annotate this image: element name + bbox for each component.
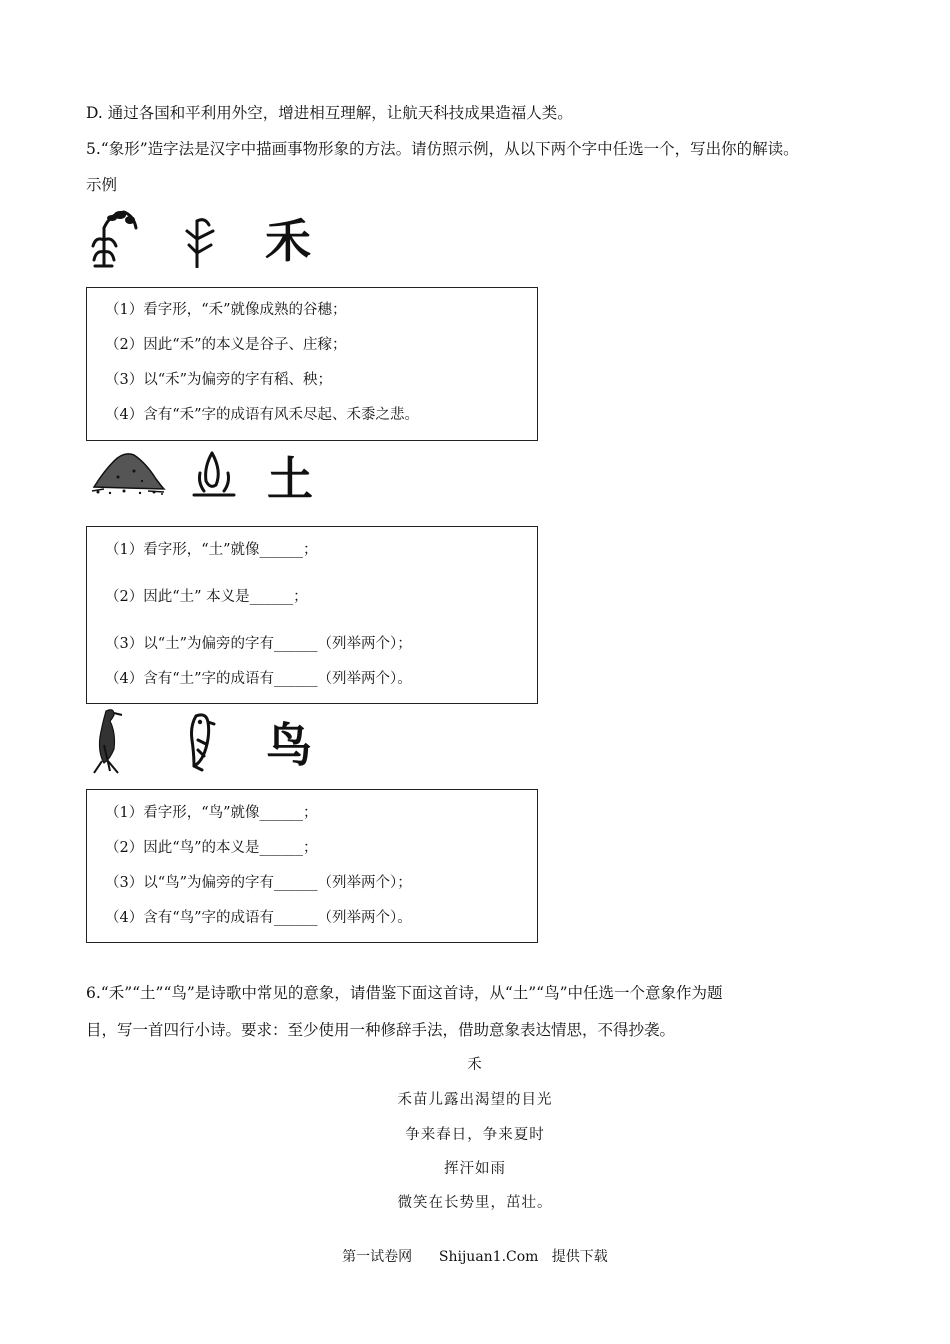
niao-item-3: （3）以“鸟”为偏旁的字有______（列举两个）；	[105, 875, 412, 891]
he-item-2: （2）因此“禾”的本义是谷子、庄稼；	[105, 337, 347, 353]
niao-modern-char: 鸟	[266, 718, 312, 772]
he-oracle-icon	[183, 213, 217, 268]
page-footer: 第一试卷网 Shijuan1.Com 提供下载	[342, 1249, 608, 1265]
q5-prompt: 5.“象形”造字法是汉字中描画事物形象的方法。请仿照示例，从以下两个字中任选一个，写出你的解读。	[86, 140, 799, 158]
tu-item-2: （2）因此“土” 本义是______；	[105, 589, 308, 605]
poem-line-2: 争来春日，争来夏时	[405, 1127, 545, 1143]
he-item-4: （4）含有“禾”字的成语有风禾尽起、禾黍之悲。	[105, 407, 420, 423]
tu-oracle-icon	[192, 447, 236, 499]
niao-item-4: （4）含有“鸟”字的成语有______（列举两个）。	[105, 910, 412, 926]
he-modern-char: 禾	[265, 214, 311, 268]
niao-item-1: （1）看字形，“鸟”就像______；	[105, 805, 318, 821]
he-item-3: （3）以“禾”为偏旁的字有稻、秧；	[105, 372, 333, 388]
niao-item-2: （2）因此“鸟”的本义是______；	[105, 840, 318, 856]
tu-pictograph-icon	[90, 447, 166, 497]
poem-line-4: 微笑在长势里，茁壮。	[397, 1195, 553, 1211]
example-label: 示例	[86, 176, 118, 194]
niao-oracle-icon	[184, 710, 218, 772]
tu-item-4: （4）含有“土”字的成语有______（列举两个）。	[105, 671, 412, 687]
poem-line-1: 禾苗儿露出渴望的目光	[397, 1092, 553, 1108]
he-pictograph-icon	[90, 206, 140, 268]
q6-line1: 6.“禾”“土”“鸟”是诗歌中常见的意象，请借鉴下面这首诗，从“土”“鸟”中任选一个意象作为题	[86, 984, 723, 1002]
poem-line-3: 挥汗如雨	[444, 1161, 506, 1177]
option-d: D. 通过各国和平利用外空，增进相互理解，让航天科技成果造福人类。	[86, 104, 573, 122]
tu-modern-char: 土	[267, 452, 313, 506]
tu-item-3: （3）以“土”为偏旁的字有______（列举两个）；	[105, 636, 412, 652]
he-example-box	[86, 287, 538, 441]
tu-answer-box	[86, 526, 538, 704]
poem-title: 禾	[467, 1057, 483, 1073]
tu-item-1: （1）看字形，“土”就像______；	[105, 542, 318, 558]
niao-pictograph-icon	[88, 705, 128, 775]
niao-answer-box	[86, 789, 538, 943]
he-item-1: （1）看字形，“禾”就像成熟的谷穗；	[105, 302, 347, 318]
q6-line2: 目，写一首四行小诗。要求：至少使用一种修辞手法，借助意象表达情思，不得抄袭。	[86, 1021, 676, 1039]
